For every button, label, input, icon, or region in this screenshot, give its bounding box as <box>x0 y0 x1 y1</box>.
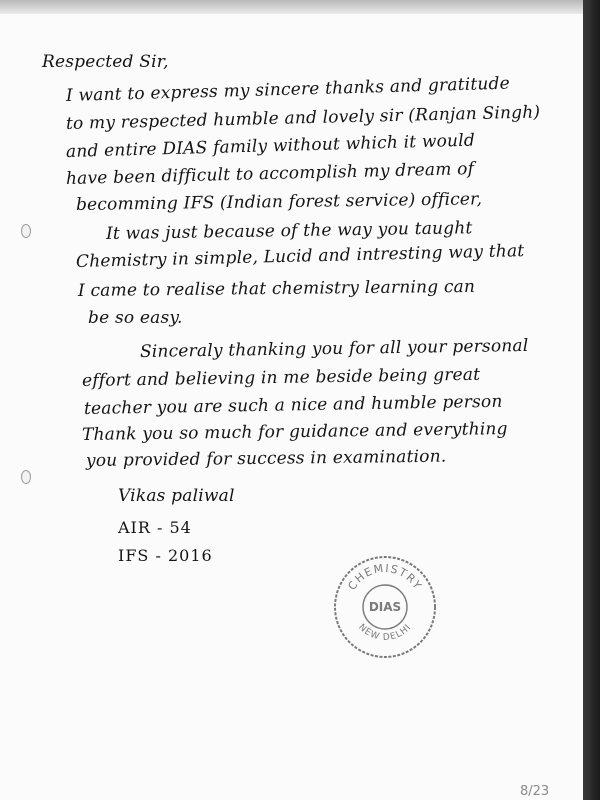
scan-top-edge <box>0 0 585 14</box>
paragraph3-line: you provided for success in examination. <box>85 446 447 471</box>
paragraph1-line: to my respected humble and lovely sir (Ranjan Singh) <box>65 102 541 134</box>
paragraph1-line: I want to express my sincere thanks and gratitude <box>65 73 511 106</box>
paragraph1-line: have been difficult to accomplish my dream of <box>65 159 475 189</box>
paragraph3-line: Sinceraly thanking you for all your personal <box>139 335 529 362</box>
paragraph3-line: effort and believing in me beside being great <box>81 364 481 391</box>
paragraph2-line: I came to realise that chemistry learning can <box>77 276 476 301</box>
paragraph1-line: and entire DIAS family without which it would <box>65 130 476 162</box>
signature-name: Vikas paliwal <box>118 486 235 506</box>
stamp-center-text: DIAS <box>368 600 402 614</box>
stamp-top-text: CHEMISTRY <box>345 561 425 593</box>
paragraph3-line: Thank you so much for guidance and everything <box>81 419 508 445</box>
punch-hole-top <box>21 224 31 238</box>
letter-greeting: Respected Sir, <box>42 52 169 72</box>
stamp-bottom-text: NEW DELHI <box>356 622 414 643</box>
paragraph3-line: teacher you are such a nice and humble person <box>83 391 503 419</box>
punch-hole-bottom <box>21 470 31 484</box>
dias-stamp <box>330 552 440 662</box>
paragraph1-line: becomming IFS (Indian forest service) officer, <box>75 189 483 215</box>
scan-right-edge <box>583 0 600 800</box>
paragraph2-line: It was just because of the way you taught <box>105 218 473 244</box>
paragraph2-line: be so easy. <box>88 308 183 328</box>
paragraph2-line: Chemistry in simple, Lucid and intresting way that <box>75 241 525 272</box>
page-indicator: 8/23 <box>520 784 550 799</box>
signature-service: IFS - 2016 <box>118 546 213 565</box>
signature-rank: AIR - 54 <box>118 518 192 537</box>
